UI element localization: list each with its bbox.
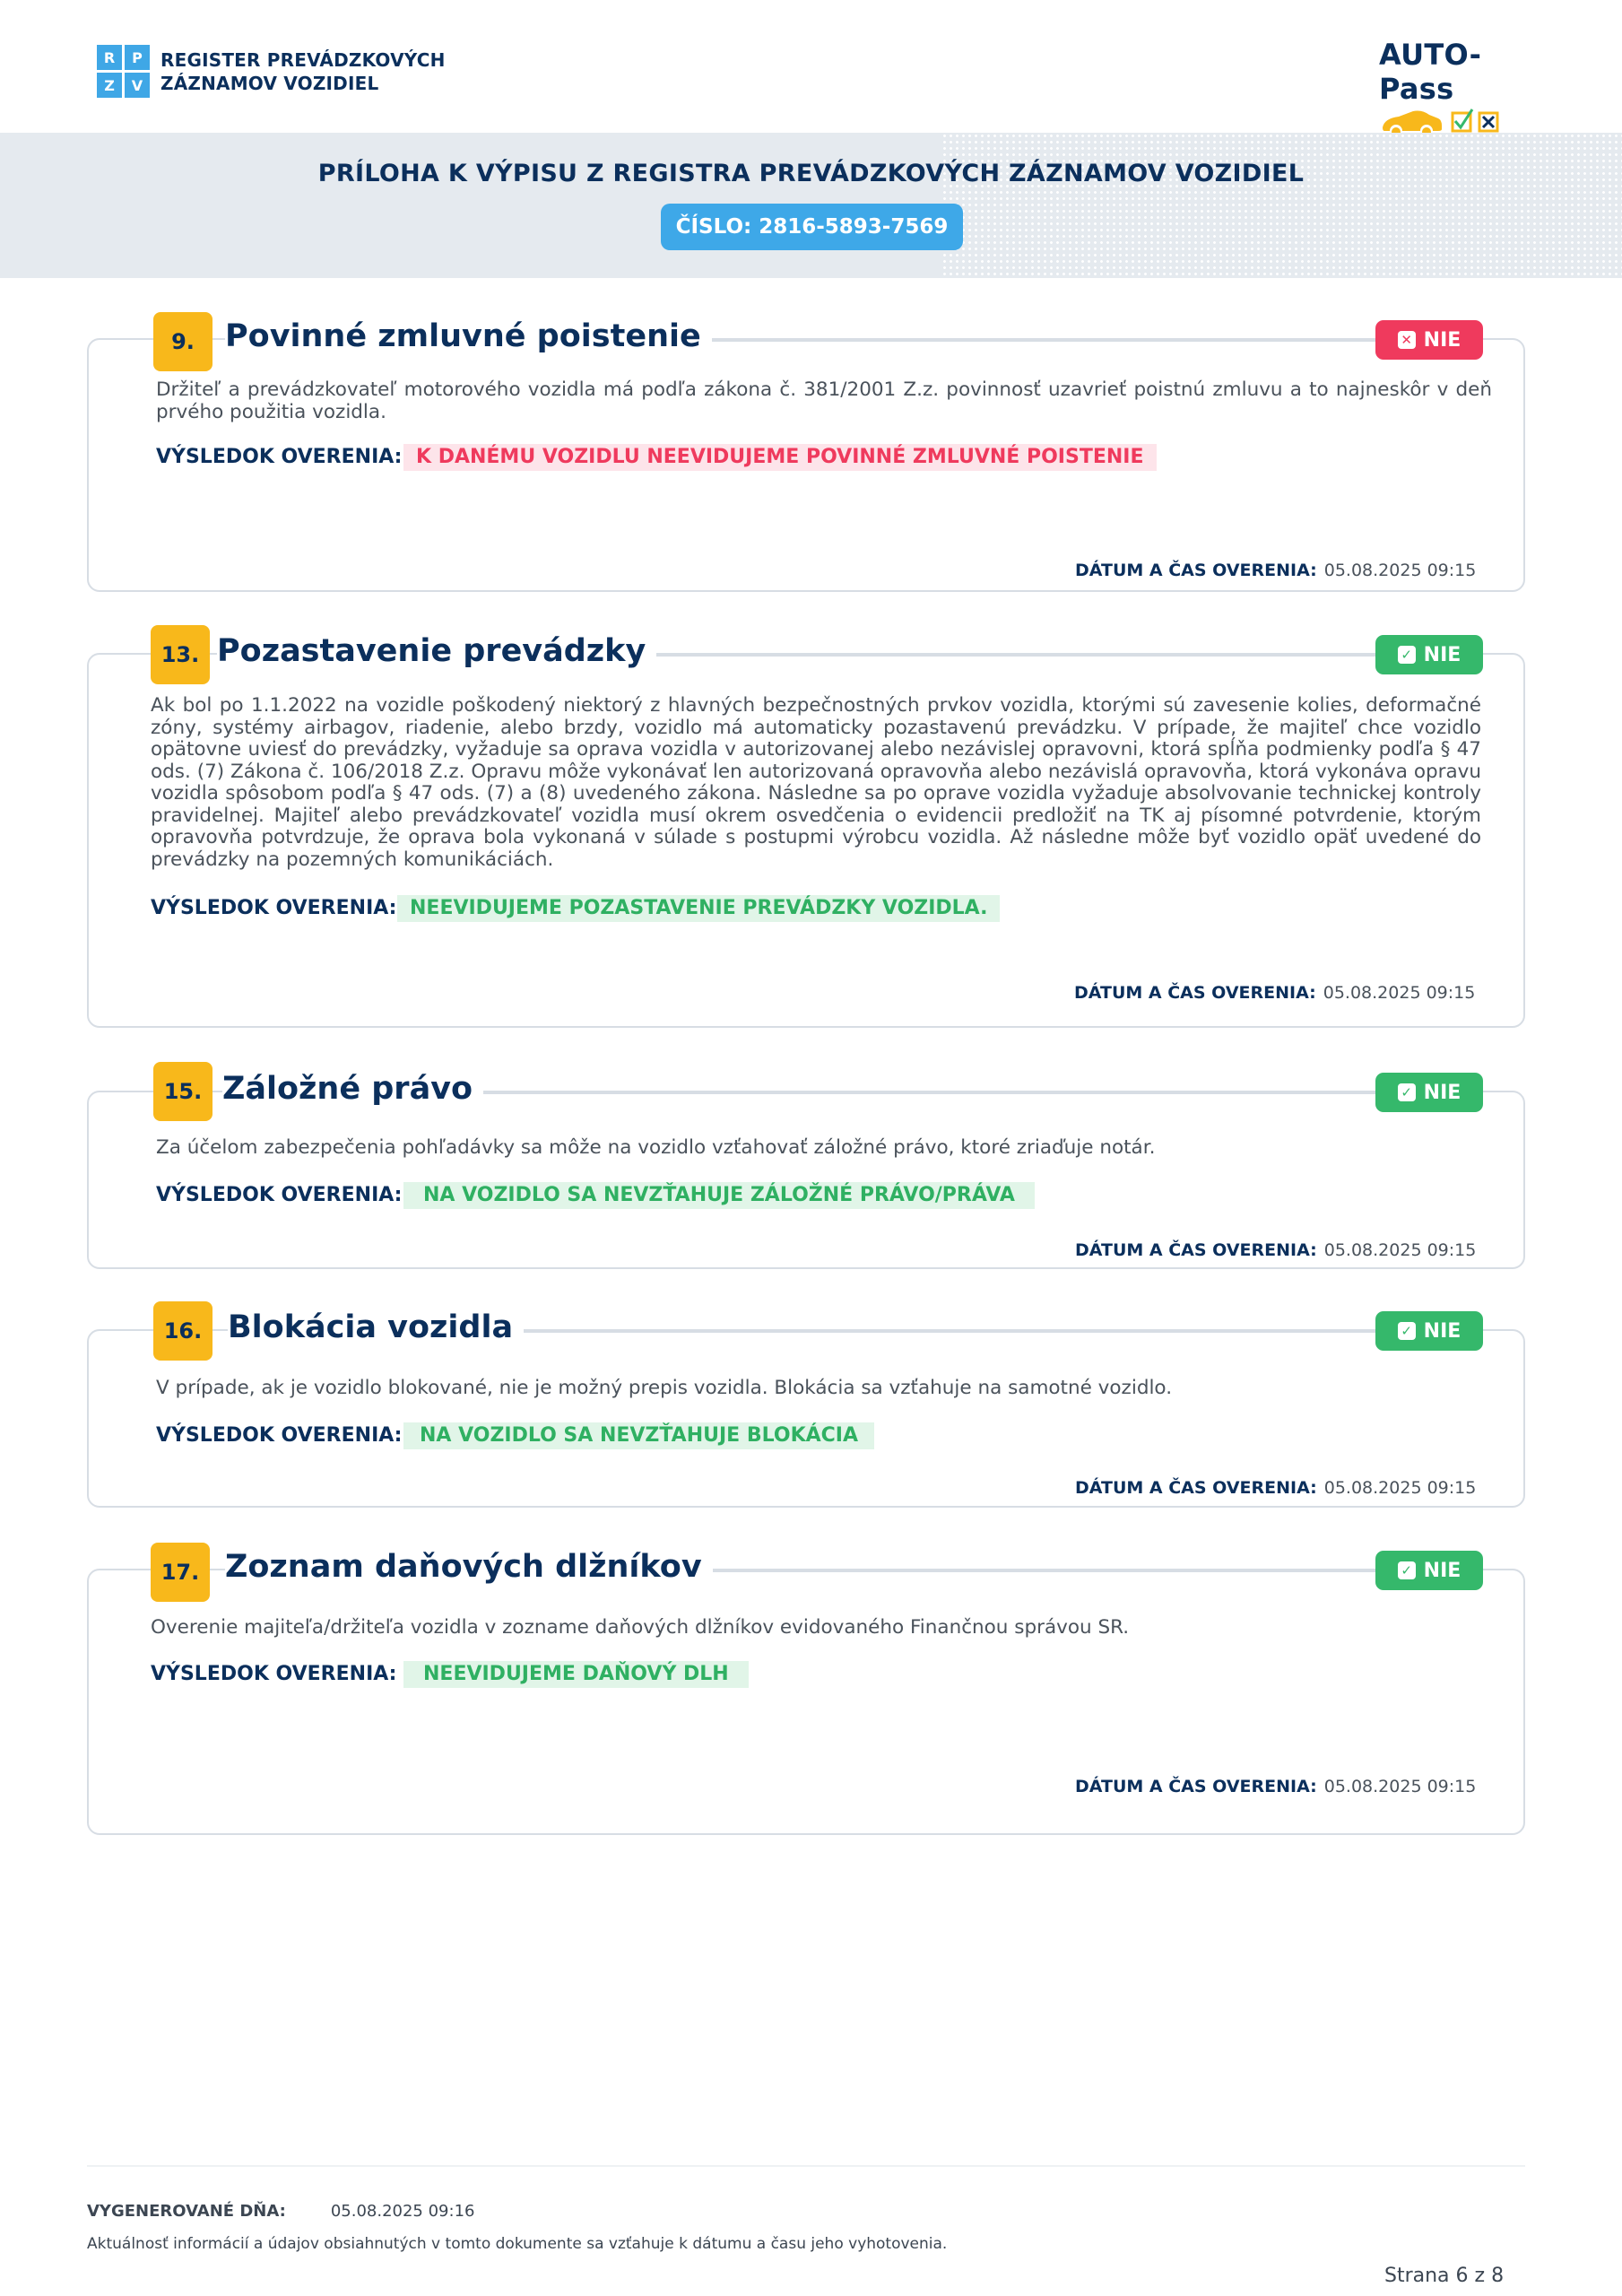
status-label: NIE	[1423, 643, 1462, 666]
check-box-icon: ✓	[1398, 646, 1416, 664]
status-label: NIE	[1423, 1559, 1462, 1582]
section-title: Záložné právo	[222, 1071, 483, 1107]
autopass-title: AUTO-Pass	[1379, 38, 1482, 106]
verification-date-row	[1075, 1478, 1476, 1498]
result-label: VÝSLEDOK OVERENIA:	[151, 1663, 397, 1685]
report-number-badge: ČÍSLO: 2816-5893-7569	[661, 204, 963, 250]
verification-date-value: 05.08.2025 09:15	[1323, 561, 1477, 580]
status-badge	[1375, 635, 1483, 674]
footer-note: Aktuálnosť informácií a údajov obsiahnutých v tomto dokumente sa vzťahuje k dátumu a času jeho vyhotovenia.	[87, 2235, 948, 2253]
banner-title: PRÍLOHA K VÝPISU Z REGISTRA PREVÁDZKOVÝCH ZÁZNAMOV VOZIDIEL	[317, 160, 1305, 187]
verification-date-row	[1075, 561, 1476, 580]
rpzv-letter-r: R	[97, 45, 122, 70]
section-description: Za účelom zabezpečenia pohľadávky sa môže na vozidlo vzťahovať záložné právo, ktoré zriaďuje notár.	[156, 1136, 1156, 1159]
section-card-blokacia-vozidla	[87, 1309, 1525, 1508]
page-number: Strana 6 z 8	[1384, 2265, 1505, 2287]
status-badge	[1375, 1551, 1483, 1590]
section-number-badge: 13.	[151, 625, 210, 684]
verification-date-value: 05.08.2025 09:15	[1323, 1777, 1477, 1796]
result-value: NA VOZIDLO SA NEVZŤAHUJE ZÁLOŽNÉ PRÁVO/PRÁVA	[403, 1182, 1035, 1209]
verification-date-label: DÁTUM A ČAS OVERENIA:	[1075, 1478, 1317, 1498]
result-value: NA VOZIDLO SA NEVZŤAHUJE BLOKÁCIA	[403, 1422, 874, 1449]
section-title: Pozastavenie prevádzky	[217, 633, 656, 669]
autopass-logo	[1379, 38, 1540, 145]
section-card-pozastavenie-prevadzky	[87, 633, 1525, 1028]
section-number-badge: 9.	[153, 312, 213, 371]
verification-date-value: 05.08.2025 09:15	[1323, 1240, 1477, 1260]
verification-date-label: DÁTUM A ČAS OVERENIA:	[1075, 561, 1317, 580]
section-card-povinne-poistenie	[87, 318, 1525, 592]
generated-label: VYGENEROVANÉ DŇA:	[87, 2202, 286, 2221]
section-title: Blokácia vozidla	[228, 1309, 524, 1345]
section-title: Povinné zmluvné poistenie	[225, 318, 712, 354]
verification-date-row	[1075, 1777, 1476, 1796]
rpzv-letter-p: P	[125, 45, 150, 70]
result-label: VÝSLEDOK OVERENIA:	[156, 446, 403, 468]
verification-date-label: DÁTUM A ČAS OVERENIA:	[1075, 1240, 1317, 1260]
section-number-badge: 16.	[153, 1301, 213, 1361]
rpzv-logo-line2: ZÁZNAMOV VOZIDIEL	[160, 72, 379, 94]
verification-date-label: DÁTUM A ČAS OVERENIA:	[1075, 1777, 1317, 1796]
section-title-line	[627, 340, 1434, 342]
section-card-zalozne-pravo	[87, 1071, 1525, 1269]
section-description: Ak bol po 1.1.2022 na vozidle poškodený niektorý z hlavných bezpečnostných prvkov vozidla, ktorými sú zavesenie kolies, deformačné zóny, systémy airbagov, riadenie, alebo brzdy, vozidlo má automaticky pozastavenú prevádzku. V prípade, že majiteľ chce vozidlo opätovne uviesť do prevádzky, vyžaduje sa oprava vozidla v autorizovanej alebo nezávislej opravovni, ktorá spĺňa podmienky podľa § 47 ods. (7) Zákona č. 106/2018 Z.z. Opravu môže vykonávať len autorizovaná opravovňa alebo nezávislá opravovňa, ktorá vykonáva opravu vozidla spôsobom podľa § 47 ods. (7) a (8) uvedeného zákona. Následne sa po oprave vozidla vyžaduje absolvovanie technickej kontroly pravidelnej. Majiteľ alebo prevádzkovateľ vozidla musí okrem osvedčenia o evidencii predložiť na TK aj písomné potvrdenie, ktorým opravovňa potvrdzuje, že oprava bola vykonaná v súlade s postupmi výrobcu vozidla. Až následne môže byť vozidlo opäť uvedené do prevádzky na pozemných komunikáciách.	[151, 694, 1481, 871]
verification-date-value: 05.08.2025 09:15	[1323, 983, 1476, 1003]
check-box-icon: ✓	[1398, 1083, 1416, 1101]
section-title: Zoznam daňových dlžníkov	[225, 1549, 713, 1585]
section-title-line	[474, 1331, 1434, 1333]
verification-date-label: DÁTUM A ČAS OVERENIA:	[1074, 983, 1316, 1003]
verification-date-row	[1074, 983, 1475, 1003]
section-number-badge: 17.	[151, 1543, 210, 1602]
rpzv-logo-text	[160, 48, 446, 95]
result-label: VÝSLEDOK OVERENIA:	[156, 1424, 403, 1447]
status-badge	[1375, 320, 1483, 360]
report-banner	[0, 133, 1622, 278]
result-value: NEEVIDUJEME DAŇOVÝ DLH	[403, 1661, 749, 1688]
rpzv-logo-grid	[97, 45, 150, 98]
section-card-danovi-dlznici	[87, 1549, 1525, 1835]
footer-divider	[87, 2165, 1525, 2167]
rpzv-logo-line1: REGISTER PREVÁDZKOVÝCH	[160, 48, 446, 71]
status-label: NIE	[1423, 1319, 1462, 1343]
result-label: VÝSLEDOK OVERENIA:	[151, 897, 397, 919]
check-box-icon: ✓	[1398, 1561, 1416, 1579]
x-box-icon: ✕	[1398, 331, 1416, 349]
result-value: K DANÉMU VOZIDLU NEEVIDUJEME POVINNÉ ZMLUVNÉ POISTENIE	[403, 444, 1157, 471]
section-title-line	[591, 655, 1434, 657]
verification-date-value: 05.08.2025 09:15	[1323, 1478, 1477, 1498]
status-badge	[1375, 1311, 1483, 1351]
status-label: NIE	[1423, 1081, 1462, 1104]
section-description: V prípade, ak je vozidlo blokované, nie je možný prepis vozidla. Blokácia sa vzťahuje na samotné vozidlo.	[156, 1377, 1173, 1399]
status-badge	[1375, 1073, 1483, 1112]
section-title-line	[447, 1092, 1434, 1094]
generated-value: 05.08.2025 09:16	[330, 2202, 475, 2221]
section-description: Overenie majiteľa/držiteľa vozidla v zozname daňových dlžníkov evidovaného Finančnou správou SR.	[151, 1616, 1130, 1639]
rpzv-letter-v: V	[125, 73, 150, 98]
status-label: NIE	[1423, 328, 1462, 352]
result-label: VÝSLEDOK OVERENIA:	[156, 1184, 403, 1206]
rpzv-logo	[97, 45, 446, 98]
result-value: NEEVIDUJEME POZASTAVENIE PREVÁDZKY VOZIDLA.	[397, 895, 1000, 922]
verification-date-row	[1075, 1240, 1476, 1260]
section-number-badge: 15.	[153, 1062, 213, 1121]
section-description: Držiteľ a prevádzkovateľ motorového vozidla má podľa zákona č. 381/2001 Z.z. povinnosť uzavrieť poistnú zmluvu a to najneskôr v deň prvého použitia vozidla.	[156, 378, 1492, 423]
check-box-icon: ✓	[1398, 1322, 1416, 1340]
generated-row	[87, 2202, 474, 2221]
section-title-line	[645, 1570, 1434, 1572]
rpzv-letter-z: Z	[97, 73, 122, 98]
